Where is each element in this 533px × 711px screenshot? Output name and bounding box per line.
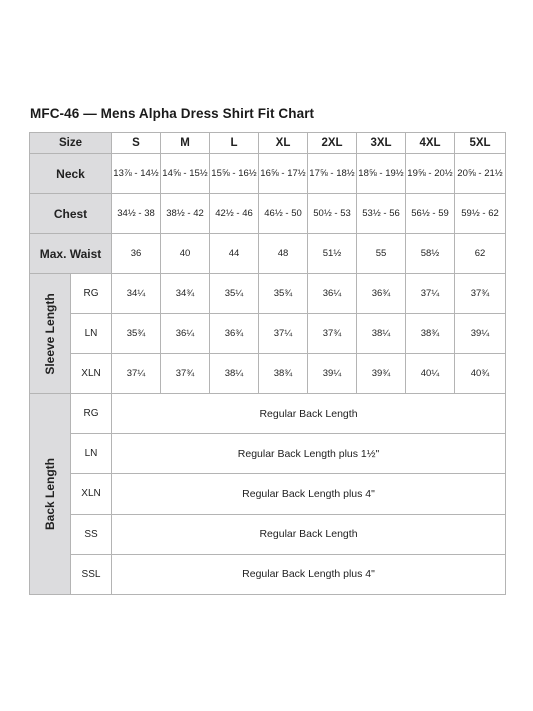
back-length-value: Regular Back Length [112,394,506,434]
back-length-label: Back Length [43,457,57,531]
table-cell: 17⅝ - 18½ [308,154,357,194]
sleeve-row-xln [30,354,506,394]
table-cell: 42½ - 46 [210,194,259,234]
sleeve-sub-label: RG [71,274,112,314]
waist-row [30,234,506,274]
size-l-header: L [210,133,259,154]
table-cell: 39¼ [455,314,506,354]
back-row-ssl [30,554,506,594]
sleeve-sub-label: XLN [71,354,112,394]
table-cell: 20⅝ - 21½ [455,154,506,194]
table-cell: 38¾ [406,314,455,354]
table-cell: 37¼ [259,314,308,354]
size-5xl-header: 5XL [455,133,506,154]
table-cell: 38¼ [210,354,259,394]
table-cell: 37¾ [455,274,506,314]
back-sub-label: XLN [71,474,112,514]
table-cell: 59½ - 62 [455,194,506,234]
table-cell: 36 [112,234,161,274]
back-row-ss [30,514,506,554]
table-cell: 37¼ [406,274,455,314]
table-cell: 36¼ [308,274,357,314]
back-length-group [30,394,71,595]
table-cell: 37¼ [112,354,161,394]
table-cell: 16⅝ - 17½ [259,154,308,194]
back-sub-label: RG [71,394,112,434]
size-4xl-header: 4XL [406,133,455,154]
sleeve-row-rg [30,274,506,314]
table-cell: 35¼ [210,274,259,314]
table-cell: 37¾ [308,314,357,354]
table-cell: 35¾ [259,274,308,314]
chest-label: Chest [30,194,112,234]
table-cell: 36¾ [210,314,259,354]
size-3xl-header: 3XL [357,133,406,154]
sleeve-sub-label: LN [71,314,112,354]
table-cell: 44 [210,234,259,274]
size-xl-header: XL [259,133,308,154]
table-cell: 55 [357,234,406,274]
table-cell: 14⅝ - 15½ [161,154,210,194]
table-cell: 38¼ [357,314,406,354]
size-header: Size [30,133,112,154]
back-sub-label: SS [71,514,112,554]
back-length-value: Regular Back Length plus 4" [112,554,506,594]
table-cell: 50½ - 53 [308,194,357,234]
table-cell: 13⅞ - 14½ [112,154,161,194]
chest-row [30,194,506,234]
size-2xl-header: 2XL [308,133,357,154]
back-length-value: Regular Back Length plus 1½" [112,434,506,474]
back-length-value: Regular Back Length plus 4" [112,474,506,514]
waist-label: Max. Waist [30,234,112,274]
sleeve-length-label: Sleeve Length [43,292,57,375]
table-cell: 37¾ [161,354,210,394]
back-row-ln [30,434,506,474]
table-cell: 19⅝ - 20½ [406,154,455,194]
table-cell: 36¼ [161,314,210,354]
table-cell: 15⅝ - 16½ [210,154,259,194]
neck-row [30,154,506,194]
table-cell: 35¾ [112,314,161,354]
table-cell: 18⅝ - 19½ [357,154,406,194]
header-row [30,133,506,154]
neck-label: Neck [30,154,112,194]
table-cell: 34¼ [112,274,161,314]
back-row-rg [30,394,506,434]
table-cell: 46½ - 50 [259,194,308,234]
fit-chart-table [29,132,506,595]
table-cell: 38½ - 42 [161,194,210,234]
table-cell: 48 [259,234,308,274]
table-cell: 40¾ [455,354,506,394]
table-cell: 51½ [308,234,357,274]
table-cell: 34¾ [161,274,210,314]
table-cell: 40 [161,234,210,274]
table-cell: 34½ - 38 [112,194,161,234]
back-sub-label: LN [71,434,112,474]
back-sub-label: SSL [71,554,112,594]
table-cell: 36¾ [357,274,406,314]
page-title: MFC-46 — Mens Alpha Dress Shirt Fit Chart [30,106,315,121]
table-cell: 39¼ [308,354,357,394]
sleeve-length-group [30,274,71,394]
size-m-header: M [161,133,210,154]
table-cell: 62 [455,234,506,274]
back-length-value: Regular Back Length [112,514,506,554]
table-cell: 53½ - 56 [357,194,406,234]
table-cell: 58½ [406,234,455,274]
size-s-header: S [112,133,161,154]
table-cell: 40¼ [406,354,455,394]
table-cell: 39¾ [357,354,406,394]
table-cell: 56½ - 59 [406,194,455,234]
back-row-xln [30,474,506,514]
table-cell: 38¾ [259,354,308,394]
sleeve-row-ln [30,314,506,354]
